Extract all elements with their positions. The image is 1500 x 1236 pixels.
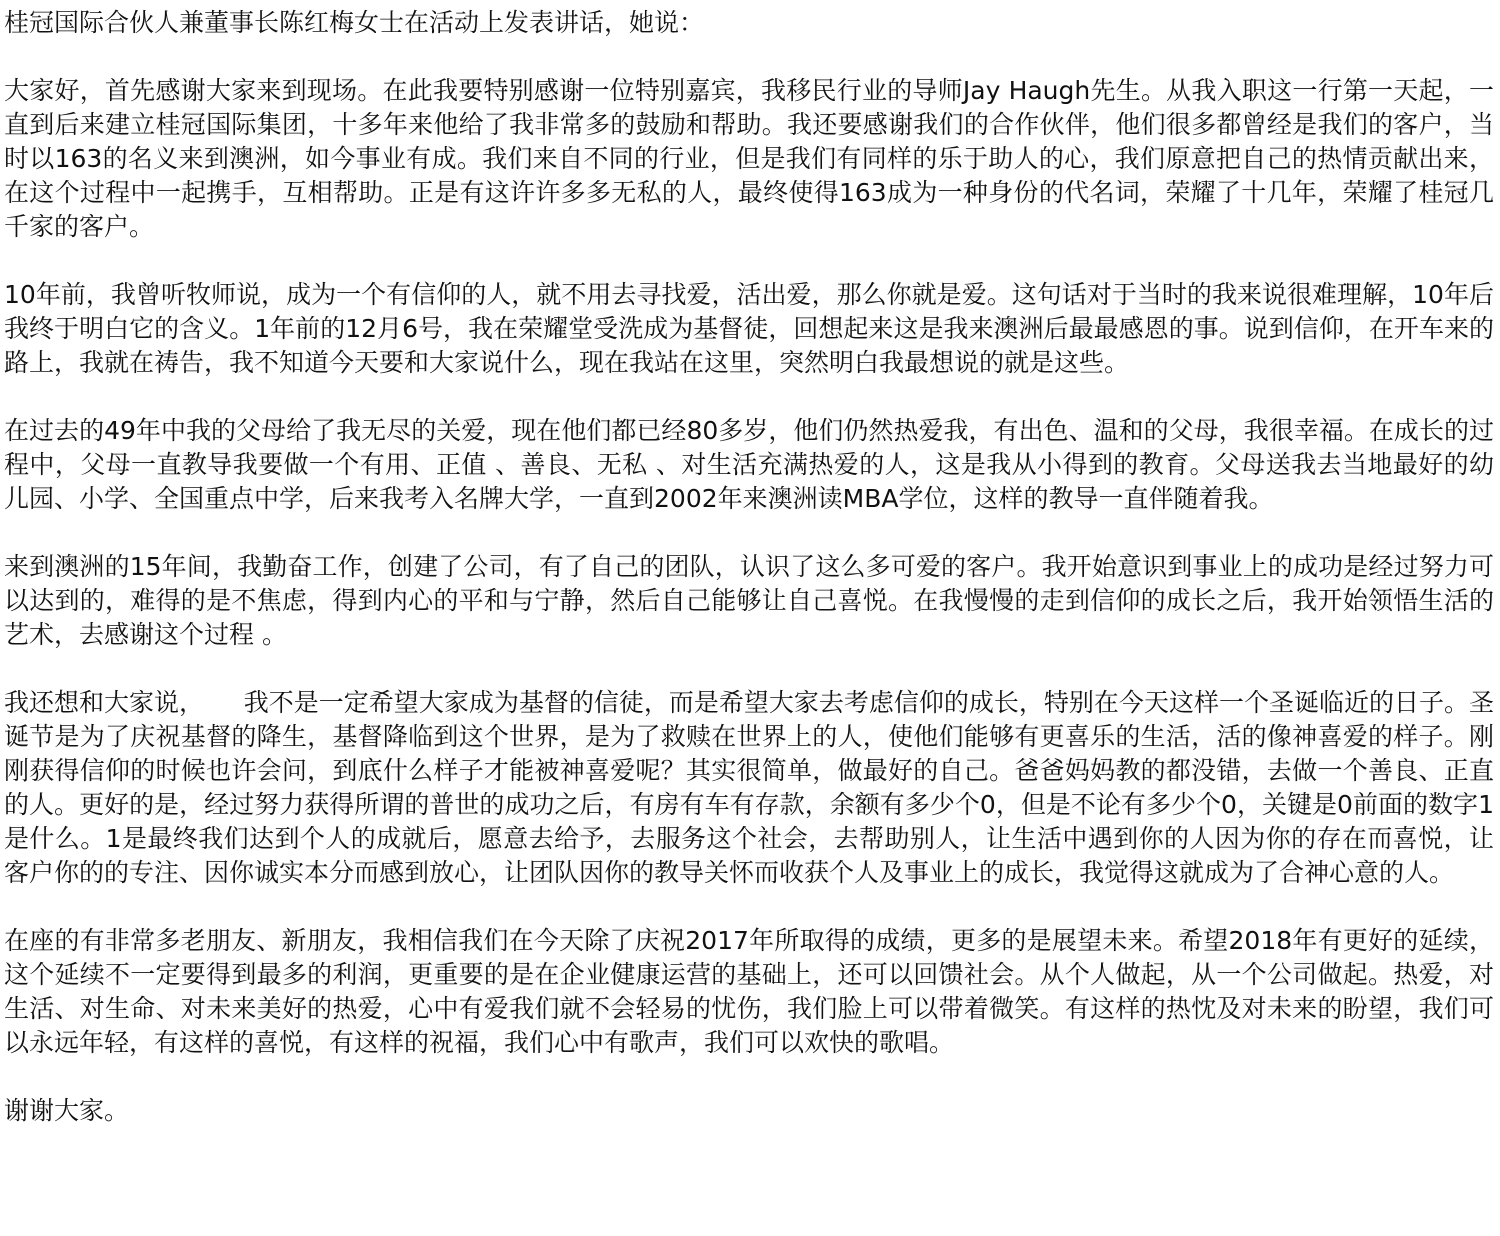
intro-paragraph: 桂冠国际合伙人兼董事长陈红梅女士在活动上发表讲话，她说： [4, 8, 705, 37]
body-paragraph-4: 来到澳洲的15年间，我勤奋工作，创建了公司，有了自己的团队，认识了这么多可爱的客户。我开始意识到事业上的成功是经过努力可以达到的，难得的是不焦虑，得到内心的平和与宁静，然后自己能够让自己喜悦。在我慢慢的走到信仰的成长之后，我开始领悟生活的艺术，去感谢这个过程 。 [4, 552, 1494, 649]
body-paragraph-2: 10年前，我曾听牧师说，成为一个有信仰的人，就不用去寻找爱，活出爱，那么你就是爱。这句话对于当时的我来说很难理解，10年后我终于明白它的含义。1年前的12月6号，我在荣耀堂受洗成为基督徒，回想起来这是我来澳洲后最最感恩的事。说到信仰，在开车来的路上，我就在祷告，我不知道今天要和大家说什么，现在我站在这里，突然明白我最想说的就是这些。 [4, 280, 1494, 377]
speech-document [4, 6, 1494, 1128]
body-paragraph-1: 大家好，首先感谢大家来到现场。在此我要特别感谢一位特别嘉宾，我移民行业的导师Jay Haugh先生。从我入职这一行第一天起，一直到后来建立桂冠国际集团，十多年来他给了我非常多的鼓励和帮助。我还要感谢我们的合作伙伴，他们很多都曾经是我们的客户，当时以163的名义来到澳洲，如今事业有成。我们来自不同的行业，但是我们有同样的乐于助人的心，我们原意把自己的热情贡献出来，在这个过程中一起携手，互相帮助。正是有这许许多多无私的人，最终使得163成为一种身份的代名词，荣耀了十几年，荣耀了桂冠几千家的客户。 [4, 76, 1494, 241]
body-paragraph-3: 在过去的49年中我的父母给了我无尽的关爱，现在他们都已经80多岁，他们仍然热爱我，有出色、温和的父母，我很幸福。在成长的过程中，父母一直教导我要做一个有用、正值 、善良、无私 、对生活充满热爱的人，这是我从小得到的教育。父母送我去当地最好的幼儿园、小学、全国重点中学，后来我考入名牌大学，一直到2002年来澳洲读MBA学位，这样的教导一直伴随着我。 [4, 416, 1494, 513]
body-paragraph-5: 我还想和大家说， 我不是一定希望大家成为基督的信徒，而是希望大家去考虑信仰的成长，特别在今天这样一个圣诞临近的日子。圣诞节是为了庆祝基督的降生，基督降临到这个世界，是为了救赎在世界上的人，使他们能够有更喜乐的生活，活的像神喜爱的样子。刚刚获得信仰的时候也许会问，到底什么样子才能被神喜爱呢？其实很简单，做最好的自己。爸爸妈妈教的都没错，去做一个善良、正直的人。更好的是，经过努力获得所谓的普世的成功之后，有房有车有存款，余额有多少个0，但是不论有多少个0，关键是0前面的数字1是什么。1是最终我们达到个人的成就后，愿意去给予，去服务这个社会，去帮助别人，让生活中遇到你的人因为你的存在而喜悦，让客户你的的专注、因你诚实本分而感到放心，让团队因你的教导关怀而收获个人及事业上的成长，我觉得这就成为了合神心意的人。 [4, 688, 1494, 887]
body-paragraph-6: 在座的有非常多老朋友、新朋友，我相信我们在今天除了庆祝2017年所取得的成绩，更多的是展望未来。希望2018年有更好的延续，这个延续不一定要得到最多的利润，更重要的是在企业健康运营的基础上，还可以回馈社会。从个人做起，从一个公司做起。热爱，对生活、对生命、对未来美好的热爱，心中有爱我们就不会轻易的忧伤，我们脸上可以带着微笑。有这样的热忱及对未来的盼望，我们可以永远年轻，有这样的喜悦，有这样的祝福，我们心中有歌声，我们可以欢快的歌唱。 [4, 926, 1494, 1057]
closing-paragraph: 谢谢大家。 [4, 1096, 130, 1125]
